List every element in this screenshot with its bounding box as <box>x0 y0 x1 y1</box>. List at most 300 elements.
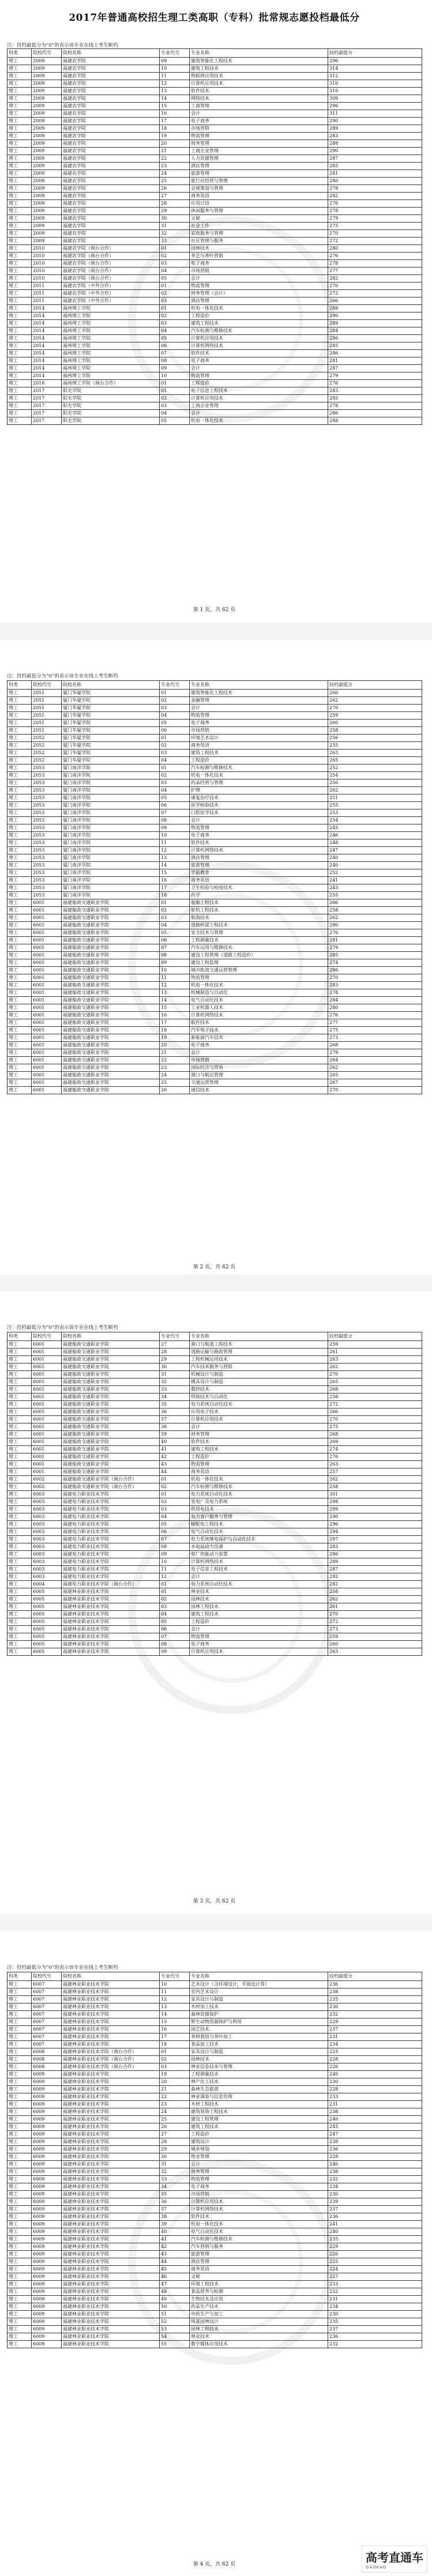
table-cell: 理工 <box>7 1446 32 1453</box>
table-row <box>7 1573 422 1581</box>
table-cell: 阳光学院 <box>62 387 160 395</box>
table-cell: 290 <box>328 148 422 155</box>
table-cell: 电力客户服务与管理 <box>190 1513 328 1521</box>
table-cell: 240 <box>328 2228 422 2236</box>
table-cell: 6009 <box>32 2176 62 2183</box>
table-cell: 护理 <box>190 787 328 794</box>
table-row <box>7 223 422 230</box>
table-cell: 网络技术 <box>190 95 328 103</box>
table-cell: 2009 <box>32 88 62 95</box>
table-row <box>7 2041 422 2048</box>
table-cell: 理工 <box>7 1349 32 1356</box>
table-cell: 272 <box>328 238 422 245</box>
table-cell: 262 <box>328 1476 422 1483</box>
table-cell: 258 <box>328 727 422 735</box>
table-cell: 262 <box>328 1064 422 1072</box>
column-header: 专业代号 <box>160 1972 190 1981</box>
table-row <box>7 350 422 357</box>
table-cell: 18 <box>160 1027 190 1034</box>
table-cell: 厦门南洋学院 <box>62 764 160 772</box>
table-cell: 224 <box>328 2266 422 2273</box>
table-cell: 42 <box>160 1453 190 1461</box>
table-cell: 理工 <box>7 2221 32 2228</box>
table-cell: 35 <box>160 1401 190 1408</box>
table-row <box>7 2288 422 2296</box>
table-cell: 32 <box>160 1379 190 1386</box>
table-cell: 260 <box>328 720 422 727</box>
table-cell: 01 <box>160 1581 190 1588</box>
table-row <box>7 869 422 877</box>
table-cell: 2009 <box>32 58 62 65</box>
table-row <box>7 327 422 335</box>
table-cell: 02 <box>160 312 190 320</box>
table-cell: 市场营销 <box>190 727 328 735</box>
table-cell: 296 <box>328 58 422 65</box>
table-row <box>7 2011 422 2018</box>
table-row <box>7 2093 422 2101</box>
table-cell: 2009 <box>32 133 62 140</box>
table-cell: 食品加工技术 <box>190 2041 328 2048</box>
table-cell: 03 <box>160 914 190 922</box>
table-row <box>7 2243 422 2251</box>
table-cell: 福建林业职业技术学院 <box>62 2138 160 2146</box>
table-row <box>7 1423 422 1431</box>
table-cell: 理工 <box>7 1603 32 1611</box>
table-cell: 福建林业职业技术学院 <box>62 2258 160 2266</box>
table-cell: 05 <box>160 417 190 425</box>
table-row <box>7 1401 422 1408</box>
table-cell: 6009 <box>32 2296 62 2303</box>
table-cell: 人力资源管理 <box>190 155 328 163</box>
score-table <box>7 1332 422 1656</box>
table-row <box>7 705 422 712</box>
table-cell: 2017 <box>32 395 62 402</box>
column-header: 专业名称 <box>190 49 328 58</box>
table-cell: 福建林业职业技术学院 <box>62 1648 160 1656</box>
table-cell: 会展策划与管理 <box>190 185 328 193</box>
table-cell: 232 <box>328 2176 422 2183</box>
table-cell: 31 <box>160 223 190 230</box>
table-cell: 26 <box>160 185 190 193</box>
table-cell: 福建电力职业技术学院 <box>62 1521 160 1528</box>
table-cell: 福建林业职业技术学院 <box>62 1588 160 1596</box>
table-cell: 6001 <box>32 1341 62 1349</box>
table-cell: 福建林业职业技术学院 <box>62 2333 160 2341</box>
table-cell: 6005 <box>32 1611 62 1618</box>
table-cell: 福建林业职业技术学院 <box>62 2221 160 2228</box>
table-cell: 04 <box>160 1513 190 1521</box>
table-cell: 09 <box>160 959 190 967</box>
table-cell: 阳光学院 <box>62 395 160 402</box>
table-cell: 理工 <box>7 312 32 320</box>
table-cell: 厦门华厦学院 <box>62 750 160 757</box>
table-cell: 17 <box>160 2033 190 2041</box>
table-cell: 262 <box>328 787 422 794</box>
table-cell: 05 <box>160 794 190 802</box>
table-cell: 理工 <box>7 884 32 892</box>
table-cell: 福建船政交通职业学院 <box>62 1049 160 1057</box>
table-cell: 6009 <box>32 2326 62 2333</box>
table-row <box>7 892 422 899</box>
table-cell: 理工 <box>7 809 32 817</box>
table-cell: 254 <box>328 772 422 779</box>
table-cell: 278 <box>328 402 422 410</box>
table-cell: 福建电力职业技术学院 <box>62 1513 160 1521</box>
table-cell: 厦门华厦学院 <box>62 690 160 697</box>
table-cell: 理工 <box>7 253 32 260</box>
table-cell: 理工 <box>7 750 32 757</box>
page-sheet <box>0 640 432 1274</box>
table-cell: 04 <box>160 327 190 335</box>
table-row <box>7 185 422 193</box>
table-cell: 建筑装饰工程技术 <box>190 2108 328 2116</box>
table-cell: 6007 <box>32 2041 62 2048</box>
score-table <box>7 680 422 1094</box>
table-cell: 6009 <box>32 2101 62 2108</box>
column-header: 投档最低分 <box>328 1972 422 1981</box>
table-cell: 会计 <box>190 1423 328 1431</box>
table-cell: 福建船政交通职业学院 <box>62 1341 160 1349</box>
table-cell: 20 <box>160 1042 190 1049</box>
column-header: 投档最低分 <box>328 1332 422 1341</box>
table-cell: 15 <box>160 103 190 110</box>
table-cell: 312 <box>328 73 422 80</box>
table-cell: 14 <box>160 95 190 103</box>
table-cell: 福建电力职业技术学院 <box>62 1491 160 1498</box>
table-cell: 287 <box>328 1566 422 1573</box>
table-cell: 软件技术 <box>190 88 328 95</box>
table-cell: 工商企业管理 <box>190 148 328 155</box>
table-row <box>7 260 422 268</box>
table-cell: 福建船政交通职业学院 <box>62 1446 160 1453</box>
table-cell: 15 <box>160 2018 190 2026</box>
table-cell: 268 <box>328 1042 422 1049</box>
table-cell: 234 <box>328 2303 422 2311</box>
table-row <box>7 1431 422 1438</box>
table-cell: 23 <box>160 163 190 170</box>
table-cell: 旅游管理 <box>190 862 328 869</box>
table-cell: 理工 <box>7 1087 32 1094</box>
table-cell: 福建林业职业技术学院 <box>62 2326 160 2333</box>
table-cell: 6009 <box>32 2131 62 2138</box>
table-cell: 福建船政交通职业学院 <box>62 1019 160 1027</box>
table-cell: 276 <box>328 380 422 387</box>
table-row <box>7 697 422 705</box>
table-row <box>7 862 422 869</box>
table-row <box>7 58 422 65</box>
table-cell: 6007 <box>32 2018 62 2026</box>
table-cell: 17 <box>160 884 190 892</box>
table-cell: 文秘 <box>190 2273 328 2281</box>
table-cell: 福州理工学院 <box>62 312 160 320</box>
table-cell: 6008 <box>32 2056 62 2063</box>
table-cell: 280 <box>328 1004 422 1012</box>
table-cell: 福建林业职业技术学院 <box>62 2303 160 2311</box>
table-cell: 理工 <box>7 2018 32 2026</box>
table-cell: 福建电力职业技术学院 <box>62 1566 160 1573</box>
table-cell: 工业机器人技术 <box>190 1004 328 1012</box>
table-cell: 建筑设计 <box>190 2138 328 2146</box>
table-cell: 21 <box>160 1049 190 1057</box>
table-cell: 福建船政交通职业学院 <box>62 944 160 952</box>
table-cell: 理工 <box>7 327 32 335</box>
table-cell: 18 <box>160 2041 190 2048</box>
table-cell: 福建电力职业技术学院 <box>62 1528 160 1536</box>
table-row <box>7 2228 422 2236</box>
table-cell: 288 <box>328 140 422 148</box>
table-cell: 6001 <box>32 1072 62 1079</box>
table-cell: 理工 <box>7 2041 32 2048</box>
table-cell: 厦门南洋学院 <box>62 787 160 794</box>
table-cell: 森林资源保护 <box>190 2011 328 2018</box>
table-row <box>7 944 422 952</box>
table-row <box>7 1551 422 1558</box>
table-cell: 01 <box>160 380 190 387</box>
table-cell: 理工 <box>7 742 32 750</box>
table-cell: 计算机网络技术 <box>190 1012 328 1019</box>
table-cell: 38 <box>160 2213 190 2221</box>
table-cell: 道路运输与路政管理 <box>190 1349 328 1356</box>
table-cell: 理工 <box>7 1566 32 1573</box>
table-cell: 理工 <box>7 2078 32 2086</box>
table-cell: 理工 <box>7 88 32 95</box>
table-cell: 6001 <box>32 1079 62 1087</box>
table-cell: 33 <box>160 2176 190 2183</box>
table-cell: 01 <box>160 283 190 290</box>
table-cell: 6009 <box>32 2303 62 2311</box>
table-cell: 2053 <box>32 817 62 824</box>
table-cell: 37 <box>160 1416 190 1423</box>
table-cell: 279 <box>328 215 422 223</box>
table-cell: 6009 <box>32 2123 62 2131</box>
table-cell: 6001 <box>32 1416 62 1423</box>
table-cell: 建筑工程技术 <box>190 2123 328 2131</box>
table-cell: 2014 <box>32 357 62 365</box>
table-cell: 数字媒体应用技术 <box>190 2341 328 2348</box>
table-cell: 286 <box>328 1551 422 1558</box>
table-cell: 福建林业职业技术学院 <box>62 2228 160 2236</box>
table-cell: 福建农学院 <box>62 58 160 65</box>
table-cell: 2017 <box>32 402 62 410</box>
table-cell: 通信技术 <box>190 1087 328 1094</box>
table-cell: 21 <box>160 2086 190 2093</box>
table-row <box>7 365 422 372</box>
table-cell: 福建船政交通职业学院 <box>62 1034 160 1042</box>
table-cell: 27 <box>160 193 190 200</box>
table-cell: 6009 <box>32 2273 62 2281</box>
table-row <box>7 974 422 982</box>
table-row <box>7 312 422 320</box>
table-cell: 商务英语 <box>190 193 328 200</box>
table-row <box>7 2333 422 2341</box>
table-row <box>7 1536 422 1543</box>
table-cell: 02 <box>160 253 190 260</box>
table-cell: 19 <box>160 2071 190 2078</box>
table-cell: 理工 <box>7 290 32 297</box>
table-row <box>7 742 422 750</box>
column-header: 科类 <box>7 49 32 58</box>
table-row <box>7 779 422 787</box>
table-cell: 野生动物资源保护与利用 <box>190 2018 328 2026</box>
table-cell: 物流管理 <box>190 1461 328 1468</box>
table-cell: 230 <box>328 2078 422 2086</box>
table-cell: 288 <box>328 417 422 425</box>
table-row <box>7 690 422 697</box>
table-cell: 电子商务 <box>190 1641 328 1648</box>
table-cell: 6001 <box>32 1064 62 1072</box>
table-cell: 286 <box>328 410 422 417</box>
table-cell: 理工 <box>7 2116 32 2123</box>
table-cell: 54 <box>160 2333 190 2341</box>
table-cell: 福建农学院 <box>62 178 160 185</box>
table-cell: 257 <box>328 1468 422 1476</box>
table-cell: 酒店管理 <box>190 297 328 305</box>
table-cell: 09 <box>160 824 190 832</box>
table-cell: 2051 <box>32 727 62 735</box>
table-cell: 280 <box>328 178 422 185</box>
table-cell: 2053 <box>32 862 62 869</box>
table-cell: 理工 <box>7 937 32 944</box>
table-cell: 6009 <box>32 2311 62 2318</box>
table-cell: 252 <box>328 869 422 877</box>
table-cell: 商务英语 <box>190 2266 328 2273</box>
table-cell: 238 <box>328 1989 422 1996</box>
table-cell: 278 <box>328 185 422 193</box>
table-cell: 厦门南洋学院 <box>62 817 160 824</box>
table-cell: 理工 <box>7 727 32 735</box>
table-cell: 社区管理与服务 <box>190 238 328 245</box>
table-cell: 262 <box>328 914 422 922</box>
table-cell: 26 <box>160 1087 190 1094</box>
table-cell: 理工 <box>7 1034 32 1042</box>
table-row <box>7 238 422 245</box>
table-cell: 计算机网络技术 <box>190 1558 328 1566</box>
table-cell: 福建船政交通职业学院 <box>62 1364 160 1371</box>
table-cell: 273 <box>328 1034 422 1042</box>
table-cell: 29 <box>160 2146 190 2153</box>
table-row <box>7 342 422 350</box>
table-cell: 福建农学院 <box>62 215 160 223</box>
table-cell: 14 <box>160 862 190 869</box>
table-row <box>7 170 422 178</box>
table-cell: 福建林业职业技术学院 <box>62 2071 160 2078</box>
table-cell: 理工 <box>7 922 32 929</box>
table-cell: 福建船政交通职业学院（闽台合作） <box>62 1483 160 1491</box>
table-cell: 理工 <box>7 2048 32 2056</box>
table-row <box>7 417 422 425</box>
table-cell: 理工 <box>7 1543 32 1551</box>
table-cell: 283 <box>328 387 422 395</box>
table-cell: 理工 <box>7 208 32 215</box>
table-cell: 258 <box>328 1588 422 1596</box>
table-cell: 03 <box>160 320 190 327</box>
table-cell: 理工 <box>7 95 32 103</box>
table-cell: 理工 <box>7 238 32 245</box>
table-cell: 理工 <box>7 230 32 238</box>
table-cell: 12 <box>160 847 190 854</box>
table-row <box>7 2063 422 2071</box>
table-cell: 市场营销 <box>190 268 328 275</box>
table-cell: 6009 <box>32 2266 62 2273</box>
table-cell: 工程测量技术 <box>190 2071 328 2078</box>
table-cell: 港口与航道工程技术 <box>190 1341 328 1349</box>
table-cell: 理工 <box>7 1513 32 1521</box>
table-cell: 240 <box>328 862 422 869</box>
table-cell: 08 <box>160 817 190 824</box>
table-cell: 福建林业职业技术学院（闽台合作） <box>62 2063 160 2071</box>
table-cell: 6001 <box>32 1356 62 1364</box>
column-header: 投档最低分 <box>328 49 422 58</box>
table-cell: 理工 <box>7 2056 32 2063</box>
table-row <box>7 2251 422 2258</box>
table-row <box>7 712 422 720</box>
table-cell: 福建林业职业技术学院 <box>62 2311 160 2318</box>
table-cell: 理工 <box>7 58 32 65</box>
table-cell: 06 <box>160 1626 190 1633</box>
table-cell: 理工 <box>7 794 32 802</box>
table-cell: 理工 <box>7 1633 32 1641</box>
table-cell: 汽车电子技术 <box>190 1027 328 1034</box>
table-cell: 康复治疗技术 <box>190 794 328 802</box>
table-row <box>7 1566 422 1573</box>
table-cell: 04 <box>160 268 190 275</box>
table-cell: 理工 <box>7 335 32 342</box>
table-cell: 02 <box>160 1483 190 1491</box>
table-cell: 物流管理 <box>190 283 328 290</box>
table-cell: 工程造价 <box>190 1453 328 1461</box>
table-cell: 理工 <box>7 779 32 787</box>
table-cell: 281 <box>328 937 422 944</box>
table-row <box>7 1641 422 1648</box>
table-cell: 理工 <box>7 2153 32 2161</box>
table-cell: 270 <box>328 1371 422 1379</box>
table-cell: 福建林业职业技术学院 <box>62 2341 160 2348</box>
table-row <box>7 907 422 914</box>
table-cell: 6001 <box>32 1034 62 1042</box>
table-row <box>7 395 422 402</box>
table-cell: 288 <box>328 305 422 312</box>
table-row <box>7 2131 422 2138</box>
table-cell: 汽车运用与维修技术 <box>190 944 328 952</box>
table-cell: 33 <box>160 1386 190 1394</box>
table-cell: 268 <box>328 1386 422 1394</box>
table-cell: 260 <box>328 690 422 697</box>
table-cell: 41 <box>160 1446 190 1453</box>
table-cell: 理工 <box>7 73 32 80</box>
table-cell: 268 <box>328 1431 422 1438</box>
table-cell: 2010 <box>32 260 62 268</box>
table-cell: 6001 <box>32 1004 62 1012</box>
table-row <box>7 2198 422 2206</box>
table-row <box>7 2176 422 2183</box>
table-cell: 福建林业职业技术学院 <box>62 2198 160 2206</box>
table-cell: 理工 <box>7 1468 32 1476</box>
table-cell: 理工 <box>7 1057 32 1064</box>
table-row <box>7 2026 422 2033</box>
table-cell: 数控技术 <box>190 1386 328 1394</box>
table-cell: 266 <box>328 899 422 907</box>
table-cell: 01 <box>160 245 190 253</box>
table-cell: 理工 <box>7 1401 32 1408</box>
table-cell: 福建船政交通职业学院 <box>62 1027 160 1034</box>
table-cell: 235 <box>328 1996 422 2003</box>
table-cell: 6003 <box>32 1566 62 1573</box>
table-cell: 272 <box>328 1618 422 1626</box>
table-cell: 01 <box>160 305 190 312</box>
table-cell: 建筑工程技术 <box>190 320 328 327</box>
table-row <box>7 1356 422 1364</box>
table-row <box>7 839 422 847</box>
